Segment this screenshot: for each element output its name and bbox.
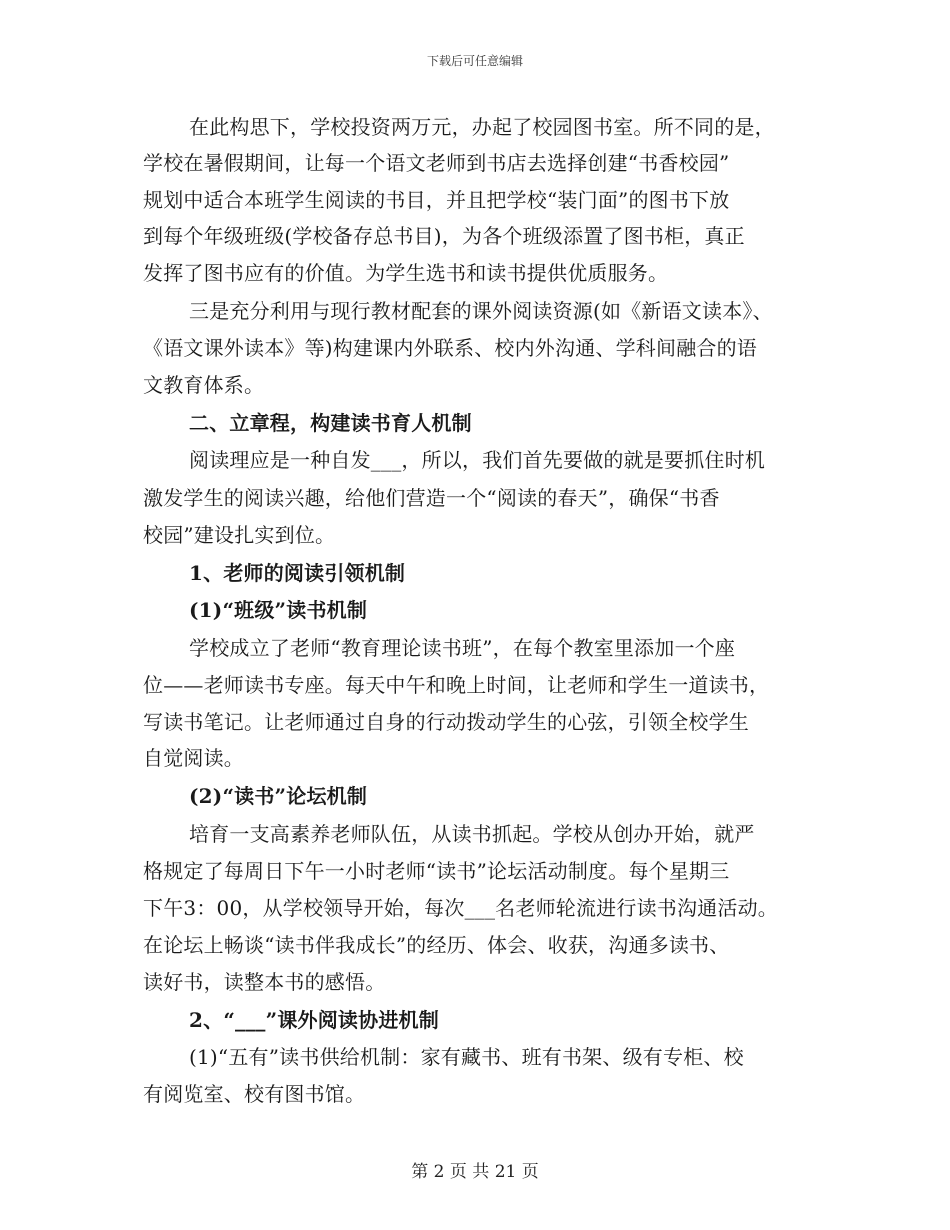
text-line: 《语文课外读本》等)构建课内外联系、校内外沟通、学科间融合的语 (143, 336, 758, 360)
text-line: 下午3：00，从学校领导开始，每次___名老师轮流进行读书沟通活动。 (143, 896, 778, 920)
text-line: 到每个年级班级(学校备存总书目)，为各个班级添置了图书柜，真正 (143, 224, 745, 248)
text-line: 校园”建设扎实到位。 (143, 523, 336, 547)
text-line: 文教育体系。 (143, 373, 265, 397)
text-line: 规划中适合本班学生阅读的书目，并且把学校“装门面”的图书下放 (143, 188, 730, 212)
text-line: 自觉阅读。 (143, 746, 244, 770)
page-number: 第 2 页 共 21 页 (411, 1162, 539, 1182)
text-line: 激发学生的阅读兴趣，给他们营造一个“阅读的春天”，确保“书香 (143, 486, 720, 510)
text-line: 格规定了每周日下午一小时老师“读书”论坛活动制度。每个星期三 (143, 859, 730, 883)
text-line: 有阅览室、校有图书馆。 (143, 1082, 366, 1106)
text-line: 读好书，读整本书的感悟。 (143, 970, 386, 994)
subsection-heading: 1、老师的阅读引领机制 (189, 561, 406, 585)
text-line: 学校在暑假期间，让每一个语文老师到书店去选择创建“书香校园” (143, 151, 730, 175)
text-line: (1)“五有”读书供给机制：家有藏书、班有书架、级有专柜、校 (189, 1045, 744, 1069)
text-line: 在此构思下，学校投资两万元，办起了校园图书室。所不同的是， (189, 115, 775, 139)
text-line: 阅读理应是一种自发___，所以，我们首先要做的就是要抓住时机 (189, 448, 765, 472)
text-line: 写读书笔记。让老师通过自身的行动拨动学生的心弦，引领全校学生 (143, 710, 749, 734)
text-line: 发挥了图书应有的价值。为学生选书和读书提供优质服务。 (143, 261, 669, 285)
text-line: 培育一支高素养老师队伍，从读书抓起。学校从创办开始，就严 (189, 822, 755, 846)
subsection-heading: 2、“___”课外阅读协进机制 (189, 1008, 439, 1032)
text-line: 三是充分利用与现行教材配套的课外阅读资源(如《新语文读本》、 (189, 299, 773, 323)
page-header: 下载后可任意编辑 (426, 54, 523, 68)
subsection-heading: (2)“读书”论坛机制 (189, 784, 368, 808)
section-heading: 二、立章程，构建读书育人机制 (189, 411, 472, 435)
text-line: 位——老师读书专座。每天中午和晚上时间，让老师和学生一道读书， (143, 673, 770, 697)
text-line: 在论坛上畅谈“读书伴我成长”的经历、体会、收获，沟通多读书、 (143, 933, 730, 957)
text-line: 学校成立了老师“教育理论读书班”，在每个教室里添加一个座 (189, 636, 736, 660)
subsection-heading: (1)“班级”读书机制 (189, 598, 368, 622)
